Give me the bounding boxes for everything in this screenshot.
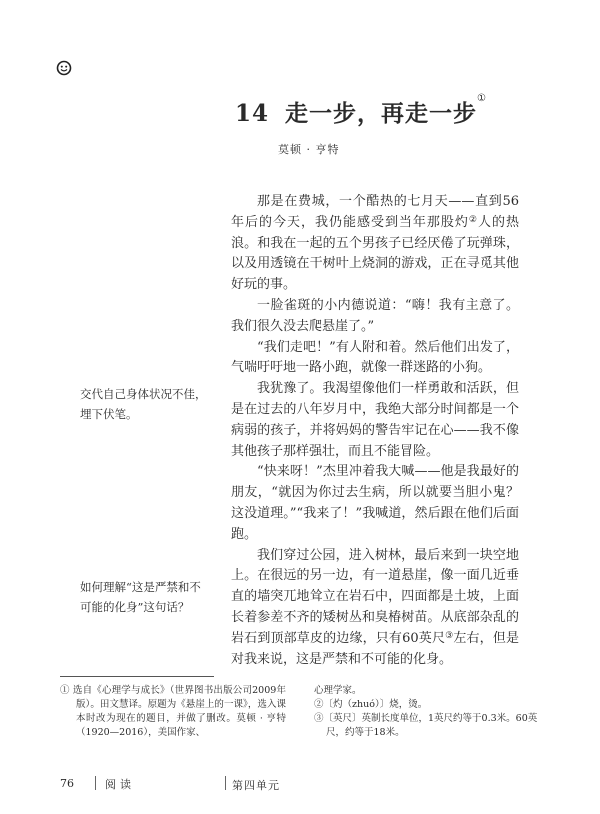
paragraph: 那是在费城，一个酷热的七月天——直到56年后的今天，我仍能感受到当年那股灼②人的热浪。和我在一起的五个男孩子已经厌倦了玩弹珠，以及用透镜在干树叶上烧洞的游戏，正在寻觅其他好玩的事。 [231,194,519,293]
footnote: ②〔灼（zhuó）〕烧，烫。 [314,699,428,710]
footnote-marker: ③ [445,630,454,641]
paragraph: 我们穿过公园，进入树林，最后来到一块空地上。在很远的另一边，有一道悬崖，像一面几近垂直的墙突兀地耸立在岩石中，四面都是土坡，上面长着参差不齐的矮树丛和臭椿树苗。从底部杂乱的岩石到顶部草皮的边缘，只有60英尺③左右，但是对我来说，这是严禁和不可能的化身。 [231,547,519,667]
lesson-title [235,95,487,128]
footnote-continuation: 心理学家。 [314,685,362,696]
title-text: 走一步，再走一步 [285,100,478,127]
section-label: 阅读 [105,778,135,791]
paragraph: 一脸雀斑的小内德说道：“嗨！我有主意了。我们很久没去爬悬崖了。” [231,297,519,334]
page-number: 76 [60,777,74,790]
footnote: ③〔英尺〕英制长度单位，1英尺约等于0.3米。60英尺，约等于18米。 [314,713,538,738]
footer-divider [225,776,226,790]
paragraph: “快来呀！”杰里冲着我大喊——他是我最好的朋友，“就因为你过去生病，所以就要当胆小鬼？这没道理。”“我来了！”我喊道，然后跟在他们后面跑。 [231,464,519,542]
margin-note: 交代自己身体状况不佳，埋下伏笔。 [80,387,207,421]
margin-question: 如何理解“这是严禁和不可能的化身”这句话？ [80,580,201,614]
footer-divider [95,776,96,790]
footnote-marker: ② [468,214,478,225]
smiley-icon [56,60,72,76]
title-footnote-marker: ① [477,93,487,104]
article-body [231,192,519,670]
footnote-divider [60,676,214,677]
paragraph: 我犹豫了。我渴望像他们一样勇敢和活跃，但是在过去的八年岁月中，我绝大部分时间都是一个病弱的孩子，并将妈妈的警告牢记在心——我不像其他孩子那样强壮，而且不能冒险。 [231,381,519,459]
lesson-number: 14 [235,100,270,127]
paragraph: “我们走吧！”有人附和着。然后他们出发了，气喘吁吁地一路小跑，就像一群迷路的小狗。 [231,339,519,376]
unit-label: 第四单元 [232,779,280,792]
author-name: 莫顿 · 亨特 [278,143,340,156]
footnotes-right [314,684,540,740]
footnotes-left [60,684,286,740]
footnote: ① 选自《心理学与成长》（世界图书出版公司2009年版）。田文慧译。原题为《悬崖上的一课》，选入课本时改为现在的题目，并做了删改。莫顿 · 亨特（1920—2016），美国作家、 [60,685,286,738]
